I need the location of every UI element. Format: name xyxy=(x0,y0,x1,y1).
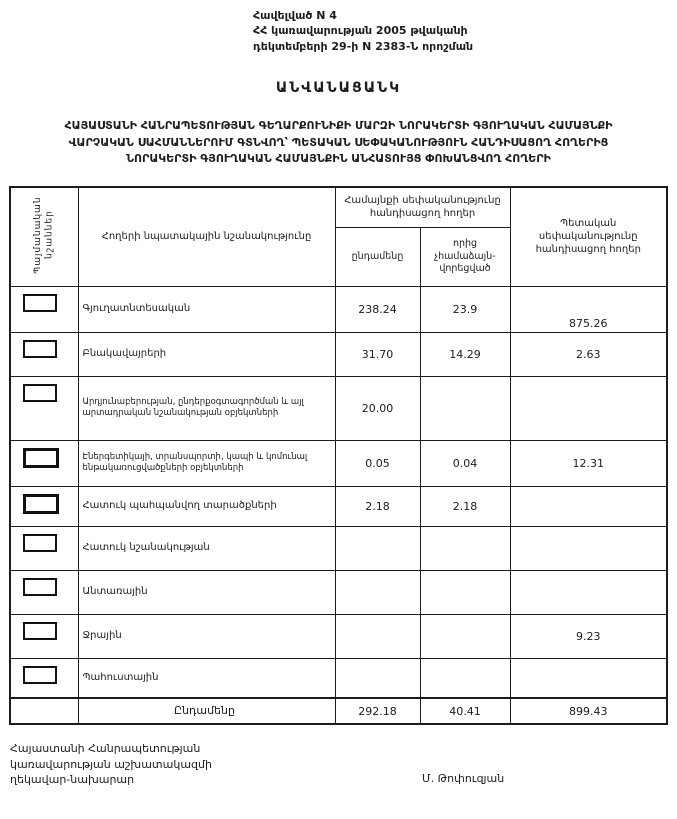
table-total-row xyxy=(10,698,667,724)
symbol-cell xyxy=(10,486,78,526)
heading-line-2: ՎԱՐՉԱԿԱՆ ՍԱՀՄԱՆՆԵՐՈՒՄ ԳՏՆՎՈՂ՝ ՊԵՏԱԿԱՆ ՍԵՓԱԿԱՆՈՒԹՅՈՒՆ ՀԱՆԴԻՍԱՑՈՂ ՀՈՂԵՐԻՑ xyxy=(68,135,609,149)
table-row xyxy=(10,526,667,570)
signatory-title-block xyxy=(10,741,212,787)
header-community-group: Համայնքի սեփականությունը հանդիսացող հողեր xyxy=(335,187,510,228)
state-lands-value: 12.31 xyxy=(510,440,667,486)
header-community-unagreed: որից չհամաձայն-վորեցված xyxy=(420,227,510,286)
community-total-value: 20.00 xyxy=(335,376,420,440)
community-unagreed-value: 0.04 xyxy=(420,440,510,486)
land-category-label: Պահուստային xyxy=(78,658,335,698)
state-lands-value xyxy=(510,526,667,570)
total-community-unagreed: 40.41 xyxy=(420,698,510,724)
heading-line-3: ՆՈՐԱԿԵՐՏԻ ԳՅՈՒՂԱԿԱՆ ՀԱՄԱՅՆՔԻՆ ԱՆՀԱՏՈՒՅՑ ՓՈԽԱՆՑՎՈՂ ՀՈՂԵՐԻ xyxy=(126,152,551,166)
symbol-cell xyxy=(10,698,78,724)
community-unagreed-value xyxy=(420,570,510,614)
legend-symbol xyxy=(23,622,57,640)
community-total-value xyxy=(335,526,420,570)
state-lands-value xyxy=(510,570,667,614)
community-total-value: 238.24 xyxy=(335,286,420,332)
land-transfer-table xyxy=(9,186,668,726)
state-lands-value: 2.63 xyxy=(510,332,667,376)
appendix-line-2: ՀՀ կառավարության 2005 թվականի xyxy=(253,24,468,38)
symbol-cell xyxy=(10,658,78,698)
state-lands-value xyxy=(510,486,667,526)
land-category-label: Ջրային xyxy=(78,614,335,658)
table-row xyxy=(10,440,667,486)
symbol-cell xyxy=(10,526,78,570)
land-category-label: Հատուկ նշանակության xyxy=(78,526,335,570)
table-row xyxy=(10,614,667,658)
legend-symbol xyxy=(23,294,57,312)
community-unagreed-value xyxy=(420,614,510,658)
signature-name: Մ. Թոփուզյան xyxy=(421,772,505,786)
community-unagreed-value: 23.9 xyxy=(420,286,510,332)
total-community-total: 292.18 xyxy=(335,698,420,724)
land-category-label: Հատուկ պահպանվող տարածքների xyxy=(78,486,335,526)
header-symbols-label: Պայմանական նշաններ xyxy=(32,195,55,274)
community-unagreed-value xyxy=(420,658,510,698)
community-total-value: 2.18 xyxy=(335,486,420,526)
symbol-cell xyxy=(10,614,78,658)
signatory-line-3: ղեկավար-նախարար xyxy=(10,772,135,786)
table-row xyxy=(10,376,667,440)
legend-symbol xyxy=(23,340,57,358)
community-total-value xyxy=(335,614,420,658)
land-category-label: Բնակավայրերի xyxy=(78,332,335,376)
legend-symbol xyxy=(23,384,57,402)
symbol-cell xyxy=(10,376,78,440)
document-title: ԱՆՎԱՆԱՑԱՆԿ xyxy=(275,80,402,97)
state-lands-value: 9.23 xyxy=(510,614,667,658)
header-state-lands: Պետական սեփականությունը հանդիսացող հողեր xyxy=(510,187,667,287)
document-heading xyxy=(0,118,677,168)
community-total-value: 31.70 xyxy=(335,332,420,376)
community-unagreed-value: 2.18 xyxy=(420,486,510,526)
symbol-cell xyxy=(10,440,78,486)
land-category-label: Էներգետիկայի, տրանսպորտի, կապի և կոմունալ ենթակառուցվածքների օբյեկտների xyxy=(78,440,335,486)
header-symbols xyxy=(10,187,78,287)
land-category-label: Անտառային xyxy=(78,570,335,614)
community-total-value xyxy=(335,570,420,614)
state-lands-value: 875.26 xyxy=(510,286,667,332)
state-lands-value xyxy=(510,658,667,698)
table-row xyxy=(10,486,667,526)
state-lands-value xyxy=(510,376,667,440)
appendix-block xyxy=(253,0,677,54)
header-purpose: Հողերի նպատակային նշանակությունը xyxy=(78,187,335,287)
community-unagreed-value: 14.29 xyxy=(420,332,510,376)
table-row xyxy=(10,286,667,332)
legend-symbol xyxy=(23,578,57,596)
legend-symbol xyxy=(23,534,57,552)
appendix-line-3: դեկտեմբերի 29-ի N 2383-Ն որոշման xyxy=(253,39,474,53)
total-label: Ընդամենը xyxy=(78,698,335,724)
header-row-group xyxy=(10,187,667,228)
symbol-cell xyxy=(10,286,78,332)
legend-symbol xyxy=(23,666,57,684)
land-category-label: Արդյունաբերության, ընդերքօգտագործման և այլ արտադրական նշանակության օբյեկտների xyxy=(78,376,335,440)
legend-symbol xyxy=(23,448,59,468)
document-footer xyxy=(0,741,677,787)
symbol-cell xyxy=(10,570,78,614)
symbol-cell xyxy=(10,332,78,376)
community-unagreed-value xyxy=(420,376,510,440)
table-row xyxy=(10,570,667,614)
signatory-line-2: կառավարության աշխատակազմի xyxy=(10,757,212,771)
signatory-line-1: Հայաստանի Հանրապետության xyxy=(10,742,201,756)
table-row xyxy=(10,332,667,376)
community-total-value: 0.05 xyxy=(335,440,420,486)
appendix-line-1: Հավելված N 4 xyxy=(253,9,337,22)
community-total-value xyxy=(335,658,420,698)
total-state-lands: 899.43 xyxy=(510,698,667,724)
header-community-total: ընդամենը xyxy=(335,227,420,286)
legend-symbol xyxy=(23,494,59,514)
community-unagreed-value xyxy=(420,526,510,570)
heading-line-1: ՀԱՅԱՍՏԱՆԻ ՀԱՆՐԱՊԵՏՈՒԹՅԱՆ ԳԵՂԱՐՔՈՒՆԻՔԻ ՄԱՐԶԻ ՆՈՐԱԿԵՐՏԻ ԳՅՈՒՂԱԿԱՆ ՀԱՄԱՅՆՔԻ xyxy=(64,119,613,133)
land-category-label: Գյուղատնտեսական xyxy=(78,286,335,332)
table-row xyxy=(10,658,667,698)
